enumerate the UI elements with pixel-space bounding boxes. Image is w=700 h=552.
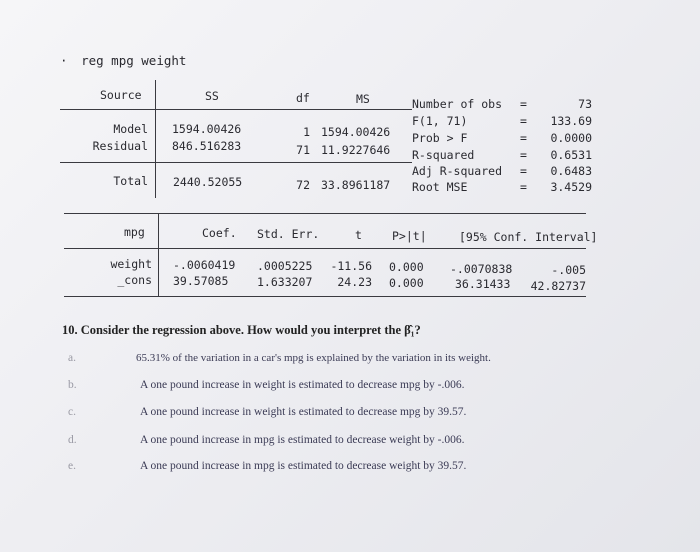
coef-row-t: -11.56: [330, 259, 372, 273]
anova-row-df: 1: [303, 125, 310, 139]
option-letter: c.: [68, 406, 76, 418]
coef-row-p: 0.000: [389, 276, 424, 290]
coef-row-var: weight: [110, 257, 152, 271]
anova-header-rule: [60, 109, 412, 110]
coef-row-t: 24.23: [337, 275, 372, 289]
coef-row-var: _cons: [117, 273, 152, 287]
anova-row-source: Model: [113, 122, 148, 136]
coef-row-coef: 39.57085: [173, 274, 229, 288]
anova-column-divider: [155, 80, 156, 198]
coef-header-t: t: [355, 228, 362, 242]
stat-label: Prob > F: [412, 131, 468, 145]
stat-equals: =: [520, 114, 527, 128]
coef-column-divider: [158, 213, 159, 296]
stat-value: 3.4529: [550, 180, 592, 194]
stat-label: Adj R-squared: [412, 164, 503, 178]
anova-row-source: Residual: [92, 139, 148, 153]
stat-value: 133.69: [550, 114, 592, 128]
anova-header-ms: MS: [356, 92, 370, 106]
option-text: A one pound increase in mpg is estimated to decrease weight by -.006.: [140, 434, 465, 446]
coef-header-rule: [64, 248, 586, 249]
stat-equals: =: [520, 180, 527, 194]
option-letter: a.: [68, 352, 76, 364]
option-text: A one pound increase in mpg is estimated to decrease weight by 39.57.: [140, 460, 467, 472]
anova-row-df: 71: [296, 143, 310, 157]
anova-row-ss: 846.516283: [172, 139, 242, 153]
anova-header-df: df: [296, 91, 310, 105]
stat-label: Number of obs: [412, 97, 503, 111]
anova-total-rule: [60, 162, 412, 163]
stat-label: F(1, 71): [412, 114, 468, 128]
stat-equals: =: [520, 131, 527, 145]
stat-value: 0.6483: [550, 164, 592, 178]
coef-row-ci-low: -.0070838: [450, 262, 513, 276]
coef-header-ci: [95% Conf. Interval]: [459, 230, 598, 244]
coef-row-coef: -.0060419: [173, 258, 236, 272]
option-text: A one pound increase in weight is estimated to decrease mpg by -.006.: [140, 379, 465, 391]
coef-row-ci-low: 36.31433: [455, 277, 511, 291]
command-text: reg mpg weight: [81, 53, 187, 68]
option-text: A one pound increase in weight is estimated to decrease mpg by 39.57.: [140, 406, 467, 418]
command-line: [60, 53, 186, 68]
stat-value: 73: [578, 97, 592, 111]
coef-header-var: mpg: [124, 225, 145, 239]
anova-row-source: Total: [113, 174, 148, 188]
anova-row-ms: 1594.00426: [321, 125, 391, 139]
coef-header-coef: Coef.: [202, 226, 237, 240]
stat-label: Root MSE: [412, 180, 468, 194]
coef-row-se: 1.633207: [257, 275, 313, 289]
bullet: ·: [60, 53, 68, 68]
question-text: 10. Consider the regression above. How would you interpret the β̂₁?: [62, 323, 421, 337]
anova-row-df: 72: [296, 178, 310, 192]
anova-row-ss: 2440.52055: [173, 175, 243, 189]
stat-equals: =: [520, 164, 527, 178]
stat-equals: =: [520, 97, 527, 111]
anova-header-ss: SS: [205, 89, 219, 103]
coef-row-p: 0.000: [389, 260, 424, 274]
stat-value: 0.6531: [550, 148, 592, 162]
anova-row-ms: 11.9227646: [321, 143, 391, 157]
option-text: 65.31% of the variation in a car's mpg is explained by the variation in its weight.: [136, 352, 491, 364]
option-letter: e.: [68, 460, 76, 472]
anova-row-ms: 33.8961187: [321, 178, 391, 192]
stat-equals: =: [520, 148, 527, 162]
coef-row-ci-high: 42.82737: [530, 279, 586, 293]
coef-top-rule: [64, 213, 586, 214]
coef-bottom-rule: [64, 296, 586, 297]
anova-header-source: Source: [100, 88, 142, 102]
stat-value: 0.0000: [550, 131, 592, 145]
anova-row-ss: 1594.00426: [172, 122, 242, 136]
coef-row-se: .0005225: [257, 259, 313, 273]
option-letter: b.: [68, 379, 77, 391]
option-letter: d.: [68, 434, 77, 446]
stat-label: R-squared: [412, 148, 475, 162]
coef-header-p: P>|t|: [392, 229, 427, 243]
coef-header-se: Std. Err.: [257, 227, 320, 241]
coef-row-ci-high: -.005: [551, 263, 586, 277]
